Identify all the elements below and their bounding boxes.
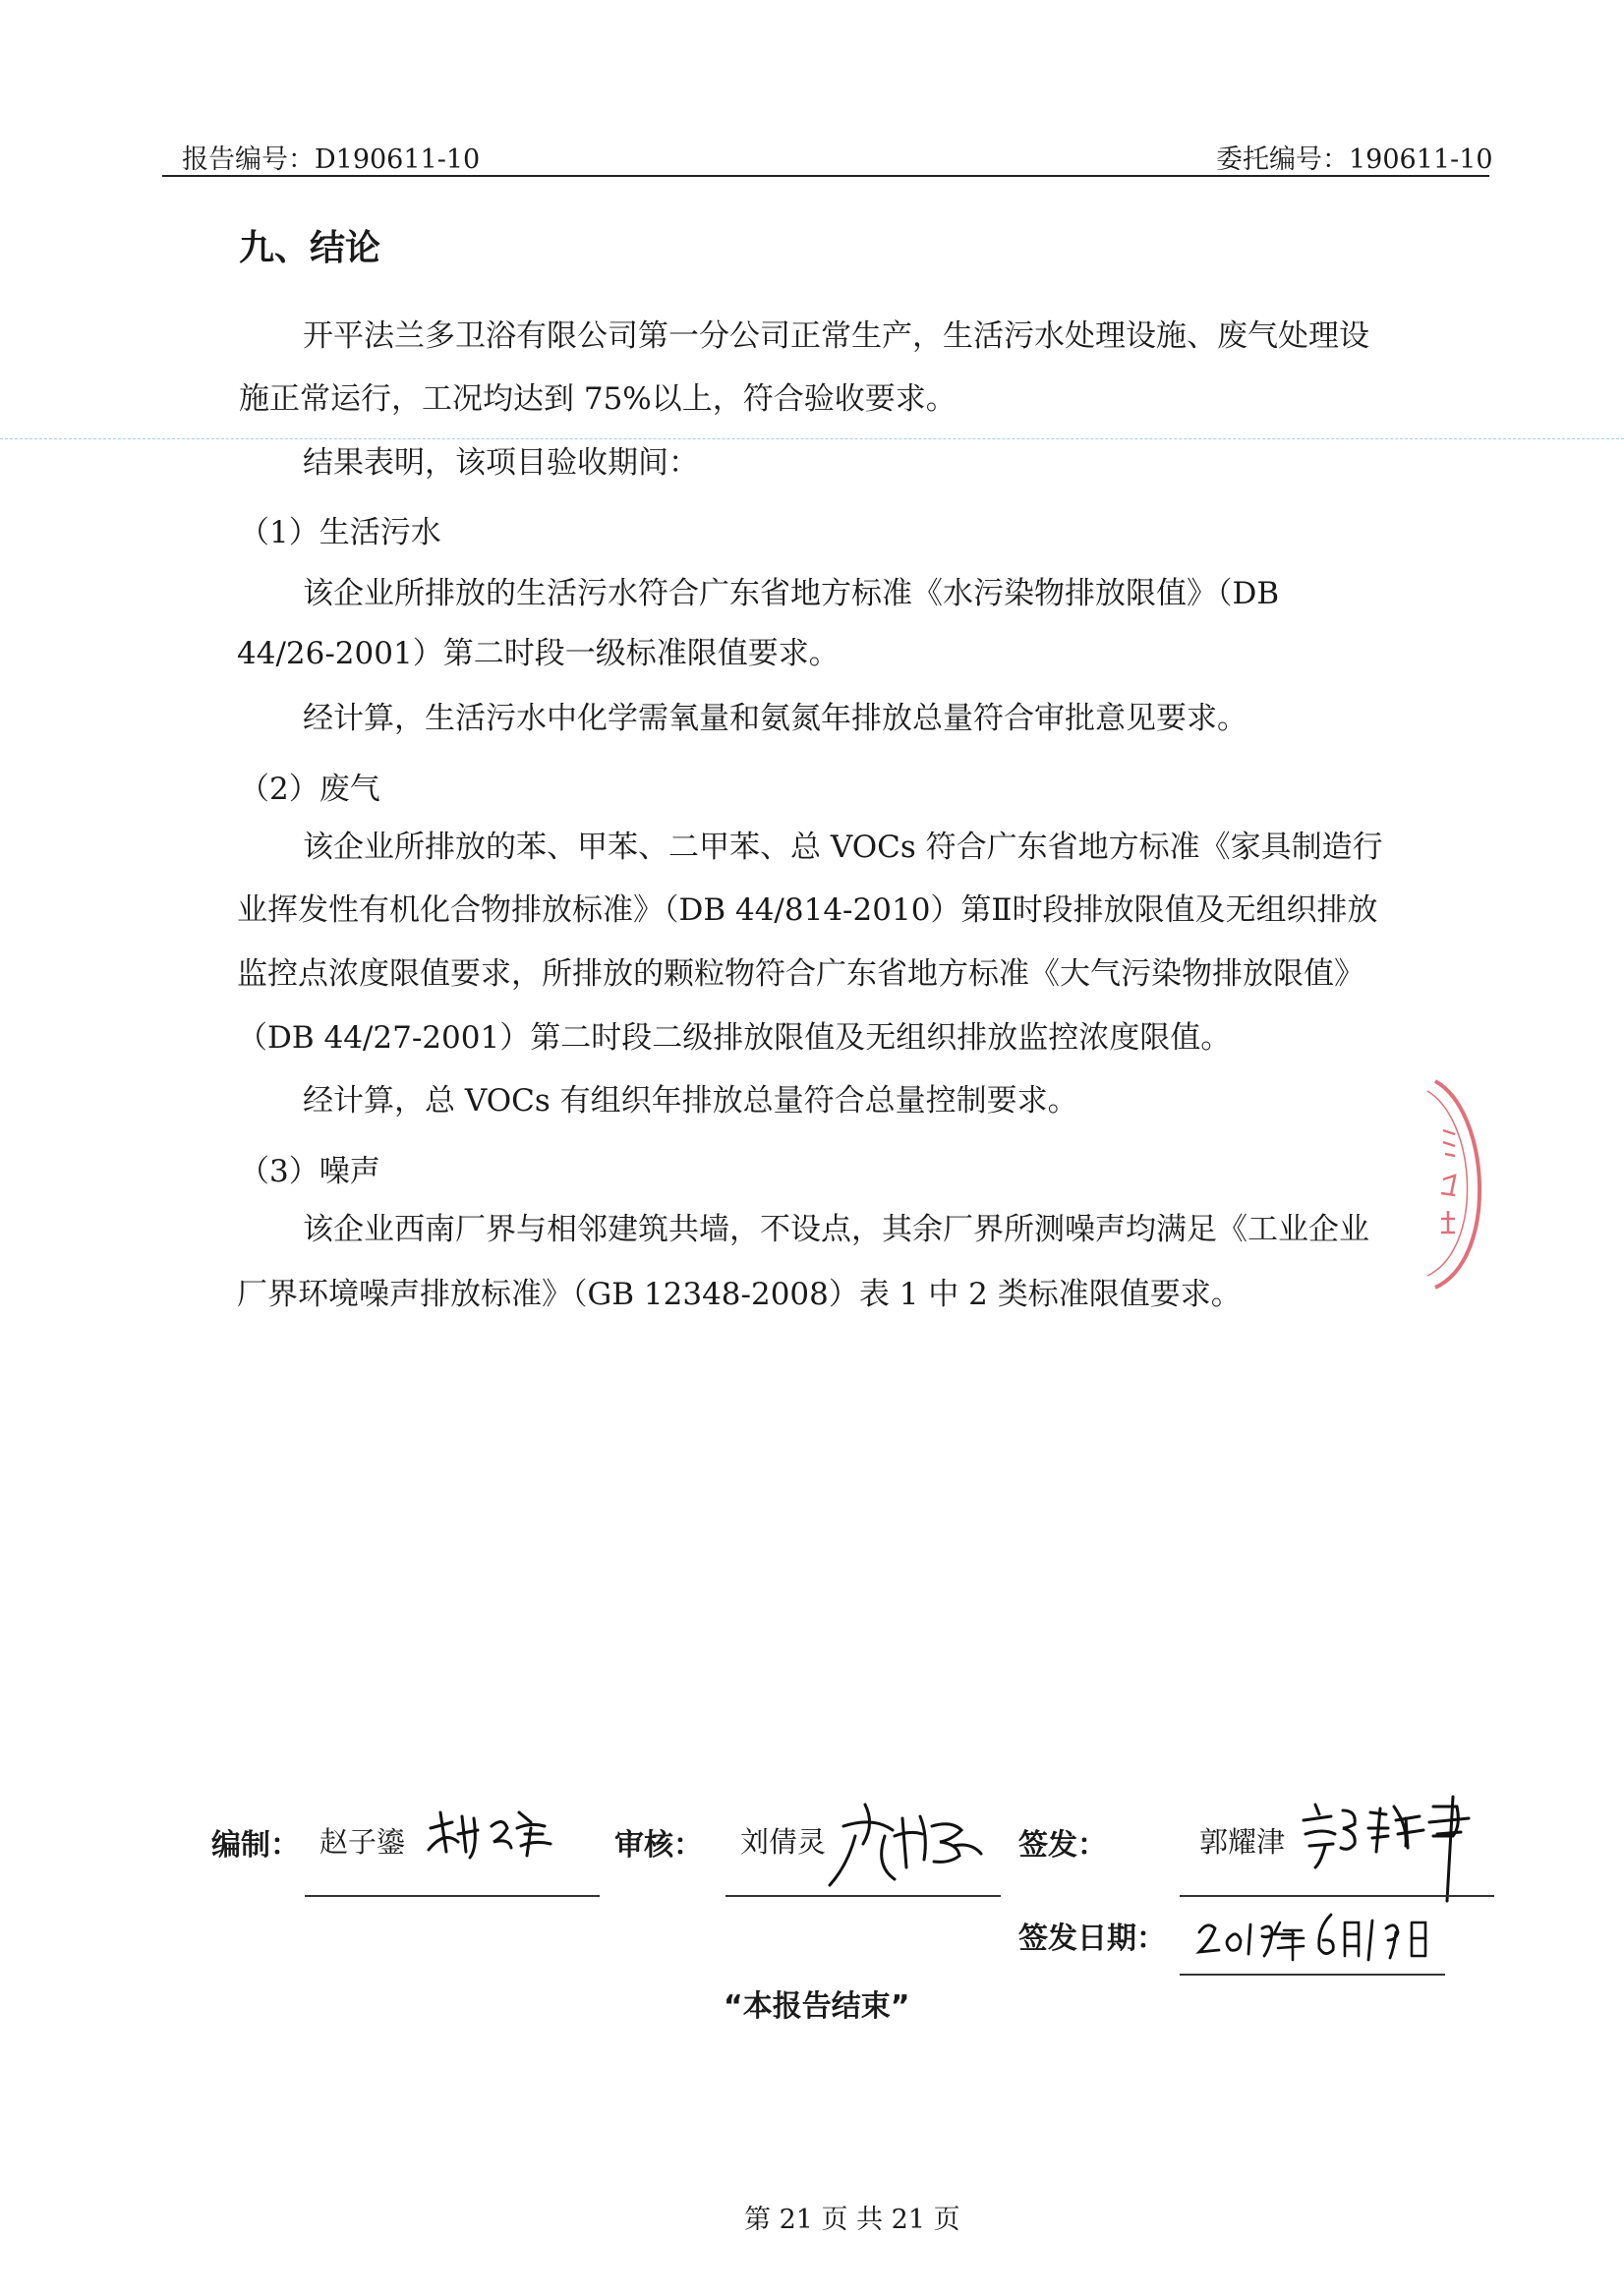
- paragraph-line: 监控点浓度限值要求，所排放的颗粒物符合广东省地方标准《大气污染物排放限值》: [237, 956, 1364, 992]
- issue-date-line: [1180, 1974, 1445, 1976]
- paragraph-line: （DB 44/27-2001）第二时段二级排放限值及无组织排放监控浓度限值。: [237, 1020, 1232, 1056]
- paragraph-line: 该企业所排放的生活污水符合广东省地方标准《水污染物排放限值》（DB: [303, 576, 1280, 611]
- subsection-heading: （1）生活污水: [239, 515, 441, 550]
- paragraph-line: 业挥发性有机化合物排放标准》（DB 44/814-2010）第Ⅱ时段排放限值及无组织排放: [237, 892, 1378, 928]
- reviewed-by-label: 审核：: [614, 1828, 703, 1863]
- compiler-sign-line: [305, 1895, 600, 1897]
- reviewer-sign-line: [725, 1895, 1001, 1897]
- scan-artifact-line: [0, 438, 1624, 439]
- issue-date-handwritten: [1193, 1903, 1449, 1972]
- paragraph-line: 厂界环境噪声排放标准》（GB 12348-2008）表 1 中 2 类标准限值要求。: [237, 1277, 1242, 1312]
- page-number: 第 21 页 共 21 页: [744, 2205, 960, 2235]
- section-title: 九、结论: [239, 228, 381, 268]
- paragraph-line: 结果表明，该项目验收期间：: [303, 445, 699, 481]
- subsection-heading: （2）废气: [239, 772, 380, 807]
- issue-date-label: 签发日期：: [1018, 1922, 1166, 1956]
- paragraph-line: 44/26-2001）第二时段一级标准限值要求。: [237, 636, 840, 671]
- paragraph-line: 该企业所排放的苯、甲苯、二甲苯、总 VOCs 符合广东省地方标准《家具制造行: [303, 830, 1383, 865]
- issued-by-label: 签发：: [1018, 1828, 1107, 1863]
- paragraph-line: 经计算，生活污水中化学需氧量和氨氮年排放总量符合审批意见要求。: [303, 701, 1247, 736]
- issuer-signature: [1296, 1789, 1512, 1907]
- paragraph-line: 该企业西南厂界与相邻建筑共墙，不设点，其余厂界所测噪声均满足《工业企业: [303, 1212, 1369, 1247]
- header-divider: [162, 175, 1489, 177]
- paragraph-line: 开平法兰多卫浴有限公司第一分公司正常生产，生活污水处理设施、废气处理设: [303, 318, 1369, 354]
- compiler-signature: [423, 1799, 560, 1867]
- compiled-by-name: 赵子鎏: [319, 1825, 406, 1859]
- paragraph-line: 经计算，总 VOCs 有组织年排放总量符合总量控制要求。: [303, 1083, 1078, 1119]
- paragraph-line: 施正常运行，工况均达到 75%以上，符合验收要求。: [239, 381, 957, 417]
- commission-number: 委托编号：190611-10: [1216, 144, 1493, 175]
- issuer-sign-line: [1180, 1895, 1494, 1897]
- compiled-by-label: 编制：: [211, 1828, 300, 1863]
- issued-by-name: 郭耀津: [1199, 1825, 1286, 1859]
- report-number: 报告编号：D190611-10: [182, 144, 481, 175]
- reviewed-by-name: 刘倩灵: [740, 1825, 827, 1859]
- report-end-note: “本报告结束”: [724, 1989, 910, 2024]
- subsection-heading: （3）噪声: [239, 1154, 380, 1189]
- reviewer-signature: [826, 1797, 993, 1895]
- seal-stamp: [1416, 1071, 1494, 1297]
